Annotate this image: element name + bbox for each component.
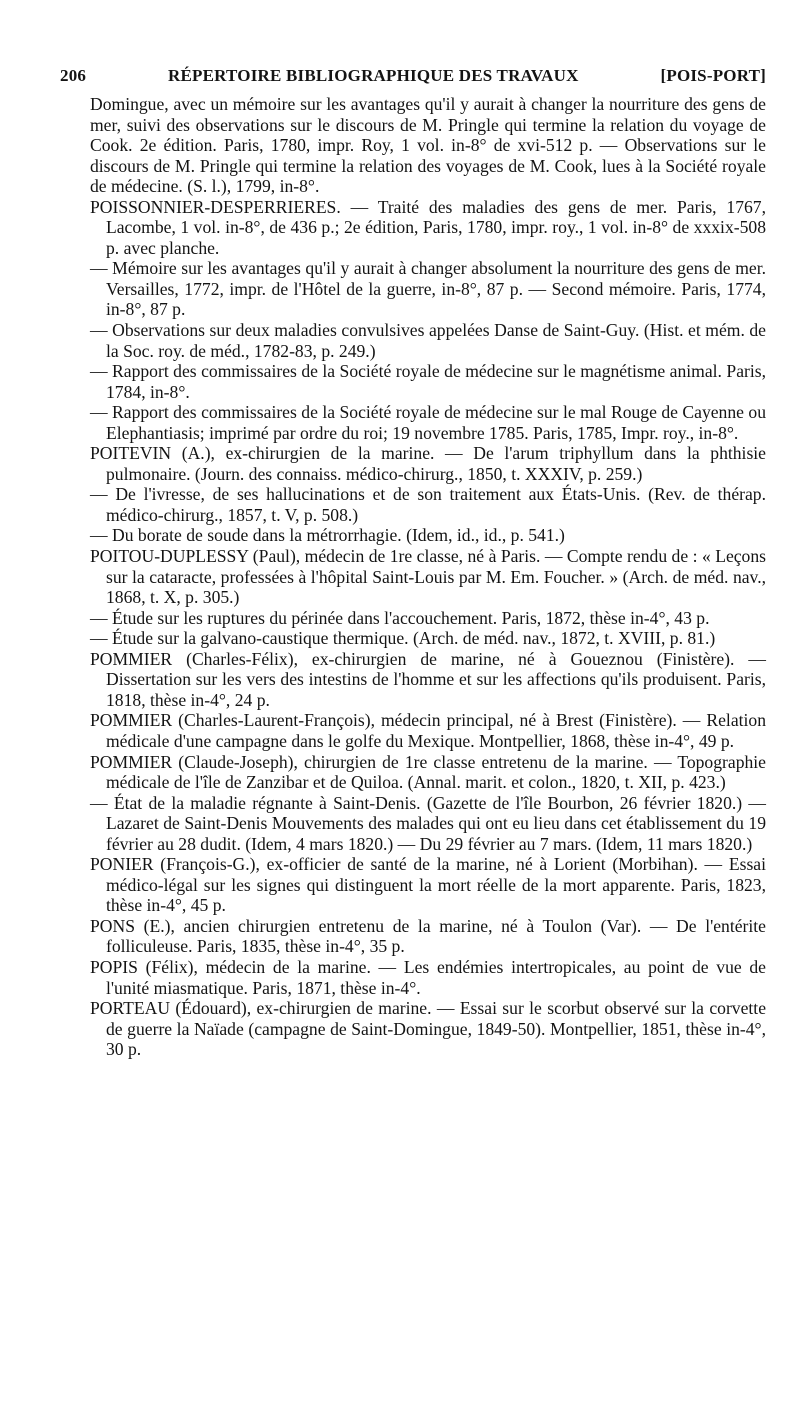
bibliography-entries (90, 94, 766, 1060)
bibliography-entry: — État de la maladie régnante à Saint-Denis. (Gazette de l'île Bourbon, 26 février 1820.) — Lazaret de Saint-Denis Mouvements des malades qui ont eu lieu dans cet établissement du 19 février au 28 dudit. (Idem, 4 mars 1820.) — Du 29 février au 7 mars. (Idem, 11 mars 1820.) (90, 792, 766, 854)
bibliography-entry: POISSONNIER-DESPERRIERES. — Traité des maladies des gens de mer. Paris, 1767, Lacombe, 1 vol. in-8°, de 436 p.; 2e édition, Paris, 1780, impr. roy., 1 vol. in-8° de xxxix-508 p. avec planche. (90, 196, 766, 258)
bibliography-entry: POMMIER (Charles-Félix), ex-chirurgien de marine, né à Goueznou (Finistère). — Dissertation sur les vers des intestins de l'homme et sur les affections qu'ils produisent. Paris, 1818, thèse in-4°, 24 p. (90, 648, 766, 710)
bibliography-entry: — De l'ivresse, de ses hallucinations et de son traitement aux États-Unis. (Rev. de thérap. médico-chirurg., 1857, t. V, p. 508.) (90, 484, 766, 525)
page-range: [POIS-PORT] (660, 66, 766, 85)
page-number: 206 (60, 66, 87, 85)
bibliography-entry: — Du borate de soude dans la métrorrhagie. (Idem, id., id., p. 541.) (90, 525, 565, 546)
bibliography-entry: — Observations sur deux maladies convulsives appelées Danse de Saint-Guy. (Hist. et mém. de la Soc. roy. de méd., 1782-83, p. 249.) (90, 320, 766, 361)
bibliography-entry: PONS (E.), ancien chirurgien entretenu de la marine, né à Toulon (Var). — De l'entérite folliculeuse. Paris, 1835, thèse in-4°, 35 p. (90, 915, 766, 957)
bibliography-entry: — Étude sur les ruptures du périnée dans l'accouchement. Paris, 1872, thèse in-4°, 43 p. (90, 607, 710, 628)
bibliography-entry: — Rapport des commissaires de la Société royale de médecine sur le magnétisme animal. Paris, 1784, in-8°. (90, 361, 766, 402)
bibliography-entry: POITEVIN (A.), ex-chirurgien de la marine. — De l'arum triphyllum dans la phthisie pulmonaire. (Journ. des connaiss. médico-chirurg., 1850, t. XXXIV, p. 259.) (90, 443, 766, 484)
bibliography-entry: POMMIER (Charles-Laurent-François), médecin principal, né à Brest (Finistère). — Relation médicale d'une campagne dans le golfe du Mexique. Montpellier, 1868, thèse in-4°, 49 p. (90, 710, 766, 751)
bibliography-entry: PONIER (François-G.), ex-officier de santé de la marine, né à Lorient (Morbihan). — Essai médico-légal sur les signes qui distinguent la mort réelle de la mort apparente. Paris, 1823, thèse in-4°, 45 p. (90, 854, 766, 916)
running-title: RÉPERTOIRE BIBLIOGRAPHIQUE DES TRAVAUX (168, 66, 579, 85)
bibliography-entry: Domingue, avec un mémoire sur les avantages qu'il y aurait à changer la nourriture des gens de mer, suivi des observations sur le discours de M. Pringle qui termine la relation du voyage de Cook. 2e édition. Paris, 1780, impr. Roy, 1 vol. in-8° de xvi-512 p. — Observations sur le discours de M. Pringle qui termine la relation des voyages de M. Cook, lues à la Société royale de médecine. (S. l.), 1799, in-8°. (90, 94, 766, 197)
bibliography-entry: POITOU-DUPLESSY (Paul), médecin de 1re classe, né à Paris. — Compte rendu de : « Leçons sur la cataracte, professées à l'hôpital Saint-Louis par M. Em. Foucher. » (Arch. de méd. nav., 1868, t. X, p. 305.) (90, 546, 766, 608)
bibliography-entry: PORTEAU (Édouard), ex-chirurgien de marine. — Essai sur le scorbut observé sur la corvette de guerre la Naïade (campagne de Saint-Domingue, 1849-50). Montpellier, 1851, thèse in-4°, 30 p. (90, 998, 766, 1060)
bibliography-entry: — Mémoire sur les avantages qu'il y aurait à changer absolument la nourriture des gens de mer. Versailles, 1772, impr. de l'Hôtel de la guerre, in-8°, 87 p. — Second mémoire. Paris, 1774, in-8°, 87 p. (90, 258, 766, 320)
bibliography-entry: — Étude sur la galvano-caustique thermique. (Arch. de méd. nav., 1872, t. XVIII, p. 81.) (90, 628, 716, 649)
bibliography-entry: — Rapport des commissaires de la Société royale de médecine sur le mal Rouge de Cayenne ou Elephantiasis; imprimé par ordre du roi; 19 novembre 1785. Paris, 1785, Impr. roy., in-8°. (90, 402, 766, 443)
bibliography-entry: POMMIER (Claude-Joseph), chirurgien de 1re classe entretenu de la marine. — Topographie médicale de l'île de Zanzibar et de Quiloa. (Annal. marit. et colon., 1820, t. XII, p. 423.) (90, 751, 766, 793)
bibliography-entry: POPIS (Félix), médecin de la marine. — Les endémies intertropicales, au point de vue de l'unité miasmatique. Paris, 1871, thèse in-4°. (90, 956, 766, 998)
page-header (60, 66, 766, 86)
